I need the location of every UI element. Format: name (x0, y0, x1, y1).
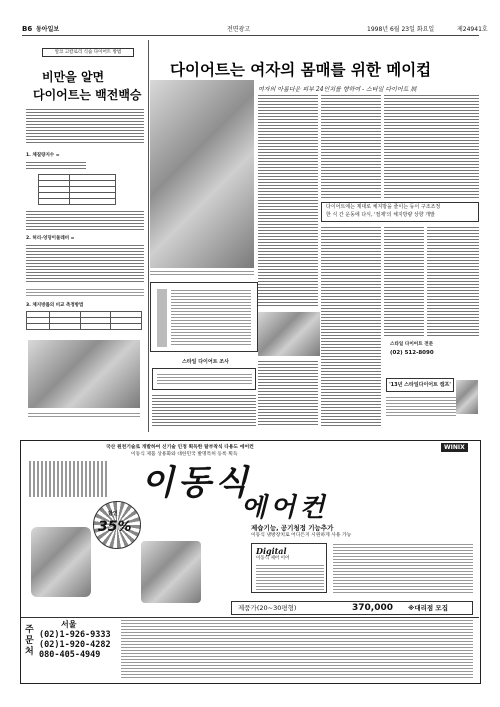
mid-callout-line2: 한 식 간 운동에 다식, '절제'의 체지방량 상향 개발 (326, 212, 435, 218)
ad-title-2: 에어컨 (241, 493, 329, 523)
newspaper-name: 동아일보 (36, 26, 60, 33)
section-label: 전면광고 (227, 26, 251, 33)
price-value: 370,000 (352, 603, 393, 613)
side-ad-heading: 스타일 다이어트 전문 (390, 342, 434, 347)
mid-callout-line1: 다이어트에는 제대로 체지방을 줄이는 등이 구조조정 (326, 204, 441, 210)
discount-badge (93, 501, 141, 549)
section1-note (26, 210, 144, 230)
diet-chart-panel (150, 282, 258, 352)
side-ad-title: '13년 스타일다이어트 캠프' (386, 378, 454, 392)
model-name: Digital (256, 546, 287, 556)
discount-label: 할인 (108, 511, 118, 517)
order-city: 서울 (61, 620, 77, 629)
model-sub: 이동식 제어 이어 (256, 556, 290, 561)
order-phone-2: (02)1-920-4282 (39, 640, 111, 650)
discount-value: 35% (98, 519, 132, 535)
side-ad-phone: (02) 512-8090 (390, 350, 434, 356)
side-advert (384, 342, 479, 430)
bodyfat-table (26, 311, 142, 330)
ad-intro-line1: 국산 원천기술로 개발하여 신기술 인정 획득한 탈부착식 다용도 에어컨 (106, 445, 254, 450)
body-column-6 (427, 226, 479, 338)
price-label: 제품가(20~30평형) (238, 604, 297, 612)
ad-description (333, 543, 473, 593)
left-intro-text (26, 108, 144, 145)
exercise-photo (28, 340, 140, 408)
issue-number: 제24941호 (457, 26, 488, 33)
dealer-recruit: ※대리점 모집 (408, 604, 448, 612)
ad-pattern (29, 461, 109, 497)
main-photo (150, 80, 254, 268)
issue-date: 1998년 6월 23일 화요일 (367, 26, 435, 33)
left-kicker: 알코 고칼로리 식습 다이어트 방법 (42, 48, 134, 57)
dealer-directory (121, 619, 473, 679)
order-phone-3: 080-405-4949 (39, 650, 101, 660)
photo-caption (28, 412, 140, 418)
quote-box (152, 368, 256, 390)
panel-text (152, 394, 256, 426)
ad-tagline: 제습기능, 공기청정 기능추가 (251, 524, 334, 532)
main-subhead: 여자의 아름다운 피부 24인치를 향하여 - 스타일 다이어트 展 (258, 86, 417, 93)
page-number: B6 (22, 25, 33, 33)
panel-heading: 스타일 다이어트 조사 (182, 359, 229, 365)
left-article (22, 40, 149, 432)
mid-callout (321, 202, 479, 222)
bmi-table (38, 174, 116, 205)
body-column-3 (384, 94, 479, 200)
body-column-2 (321, 94, 381, 200)
order-phone-1: (02)1-926-9333 (39, 630, 111, 640)
order-label: 주문처 (25, 625, 34, 657)
body-column-5 (384, 226, 424, 338)
left-title-line1: 비만을 알면 (42, 70, 105, 84)
aircon-advert (20, 440, 481, 684)
side-photo (258, 312, 320, 356)
product-image-left (31, 527, 91, 597)
product-image-center (141, 541, 201, 603)
section1-heading: 1. 체질량지수 = (26, 153, 60, 158)
page-header (22, 24, 488, 36)
ad-intro-line2: 이동식 제품 상용화와 대한민국 발명특허 등록 획득 (131, 452, 238, 457)
side-ad-figure (456, 380, 478, 414)
body-column-4 (321, 226, 381, 426)
brand-logo: WINIX (441, 443, 468, 452)
ad-title-1: 이동식 (141, 463, 252, 503)
section1-text (26, 161, 86, 169)
section2-text (26, 244, 144, 284)
body-column-1 (258, 94, 318, 308)
body-column-7 (258, 360, 318, 426)
left-title-line2: 다이어트는 백전백승 (33, 88, 142, 102)
ad-sub-tagline: 이동식 냉방장치로 어디든지 시원하게 사용 가능 (251, 533, 352, 538)
section2-note (26, 288, 144, 298)
section3-heading: 3. 체지방률의 비교 측정방법 (26, 303, 84, 308)
section2-heading: 2. 허리-엉덩이둘레비 = (26, 236, 75, 241)
price-bar (231, 601, 473, 615)
main-photo-caption (150, 270, 254, 276)
model-box (251, 543, 327, 593)
main-headline: 다이어트는 여자의 몸매를 위한 메이컵 (170, 60, 432, 79)
